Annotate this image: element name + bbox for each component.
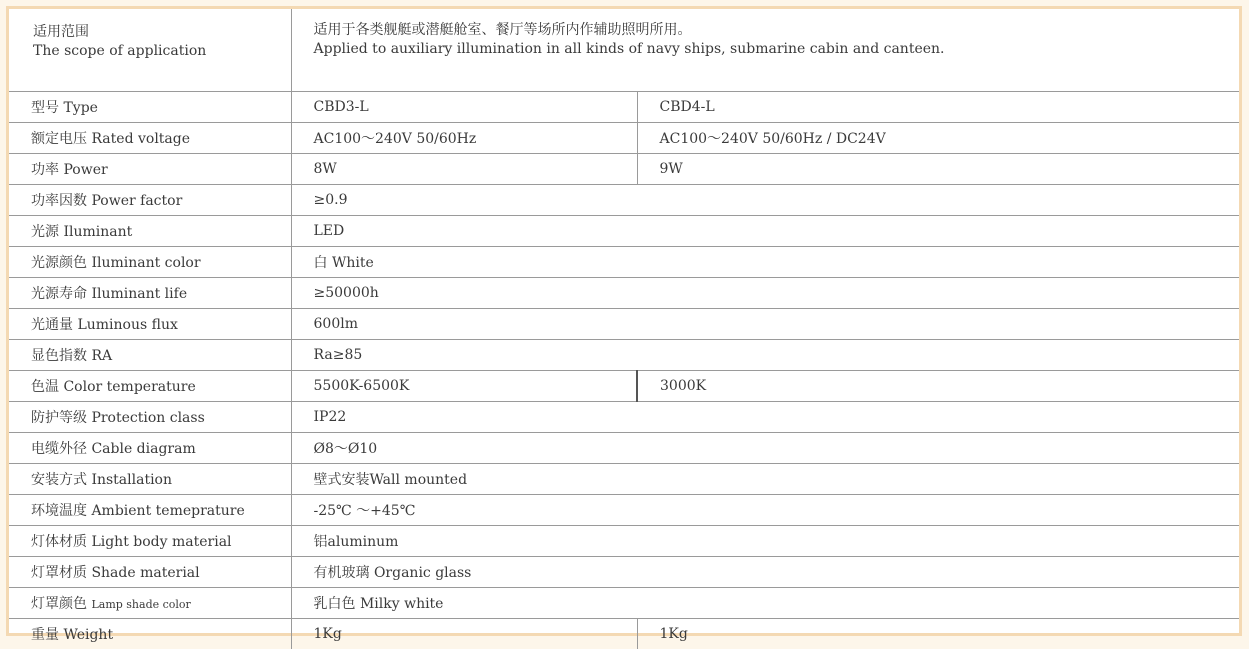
table-row-protection — [9, 402, 1239, 433]
scope-text-en: Applied to auxiliary illumination in all kinds of navy ships, submarine cabin and canteen. — [314, 41, 1240, 57]
table-row-shade-color — [9, 588, 1239, 619]
table-row-ambient — [9, 495, 1239, 526]
power-value-1: 8W — [291, 154, 637, 185]
type-value-1: CBD3-L — [291, 92, 637, 123]
scope-label-en: The scope of application — [33, 43, 291, 59]
illuminant-life-value: ≥50000h — [291, 278, 1239, 309]
scope-value-cell — [291, 9, 1239, 92]
cable-value: Ø8～Ø10 — [291, 433, 1239, 464]
table-row-flux — [9, 309, 1239, 340]
voltage-value-2: AC100～240V 50/60Hz / DC24V — [637, 123, 1239, 154]
illuminant-color-value: 白 White — [291, 247, 1239, 278]
weight-value-2: 1Kg — [637, 619, 1239, 649]
table-row-scope — [9, 9, 1239, 92]
weight-value-1: 1Kg — [291, 619, 637, 649]
table-row-power-factor — [9, 185, 1239, 216]
type-label: 型号 Type — [9, 92, 291, 123]
cri-value: Ra≥85 — [291, 340, 1239, 371]
table-row-body-material — [9, 526, 1239, 557]
table-row-cri — [9, 340, 1239, 371]
protection-value: IP22 — [291, 402, 1239, 433]
type-value-2: CBD4-L — [637, 92, 1239, 123]
table-row-voltage — [9, 123, 1239, 154]
shade-color-label — [9, 588, 291, 619]
body-material-value: 铝aluminum — [291, 526, 1239, 557]
table-row-illuminant-life — [9, 278, 1239, 309]
power-label: 功率 Power — [9, 154, 291, 185]
table-row-illuminant-color — [9, 247, 1239, 278]
table-row-power — [9, 154, 1239, 185]
spec-table-frame — [6, 6, 1242, 636]
shade-color-label-cn: 灯罩颜色 — [31, 596, 87, 612]
illuminant-life-label: 光源寿命 Iluminant life — [9, 278, 291, 309]
illuminant-label: 光源 Iluminant — [9, 216, 291, 247]
power-factor-value: ≥0.9 — [291, 185, 1239, 216]
installation-label: 安装方式 Installation — [9, 464, 291, 495]
illuminant-value: LED — [291, 216, 1239, 247]
shade-material-label: 灯罩材质 Shade material — [9, 557, 291, 588]
weight-label: 重量 Weight — [9, 619, 291, 649]
shade-color-label-en: Lamp shade color — [91, 598, 190, 611]
table-row-color-temp — [9, 371, 1239, 402]
scope-label-cell — [9, 9, 291, 92]
table-row-illuminant — [9, 216, 1239, 247]
color-temp-label: 色温 Color temperature — [9, 371, 291, 402]
cable-label: 电缆外径 Cable diagram — [9, 433, 291, 464]
shade-material-value: 有机玻璃 Organic glass — [291, 557, 1239, 588]
power-factor-label: 功率因数 Power factor — [9, 185, 291, 216]
installation-value: 壁式安装Wall mounted — [291, 464, 1239, 495]
table-row-installation — [9, 464, 1239, 495]
voltage-label: 额定电压 Rated voltage — [9, 123, 291, 154]
table-row-weight — [9, 619, 1239, 649]
shade-color-value: 乳白色 Milky white — [291, 588, 1239, 619]
cri-label: 显色指数 RA — [9, 340, 291, 371]
power-value-2: 9W — [637, 154, 1239, 185]
color-temp-value-2: 3000K — [637, 371, 1239, 402]
table-row-type — [9, 92, 1239, 123]
table-row-shade-material — [9, 557, 1239, 588]
flux-label: 光通量 Luminous flux — [9, 309, 291, 340]
scope-text-cn: 适用于各类舰艇或潜艇舱室、餐厅等场所内作辅助照明所用。 — [314, 22, 692, 38]
ambient-value: -25℃ ～+45℃ — [291, 495, 1239, 526]
voltage-value-1: AC100～240V 50/60Hz — [291, 123, 637, 154]
table-row-cable — [9, 433, 1239, 464]
ambient-label: 环境温度 Ambient temeprature — [9, 495, 291, 526]
protection-label: 防护等级 Protection class — [9, 402, 291, 433]
illuminant-color-label: 光源颜色 Iluminant color — [9, 247, 291, 278]
scope-label-cn: 适用范围 — [33, 24, 89, 40]
color-temp-value-1: 5500K-6500K — [291, 371, 637, 402]
body-material-label: 灯体材质 Light body material — [9, 526, 291, 557]
flux-value: 600lm — [291, 309, 1239, 340]
spec-table — [9, 9, 1239, 649]
